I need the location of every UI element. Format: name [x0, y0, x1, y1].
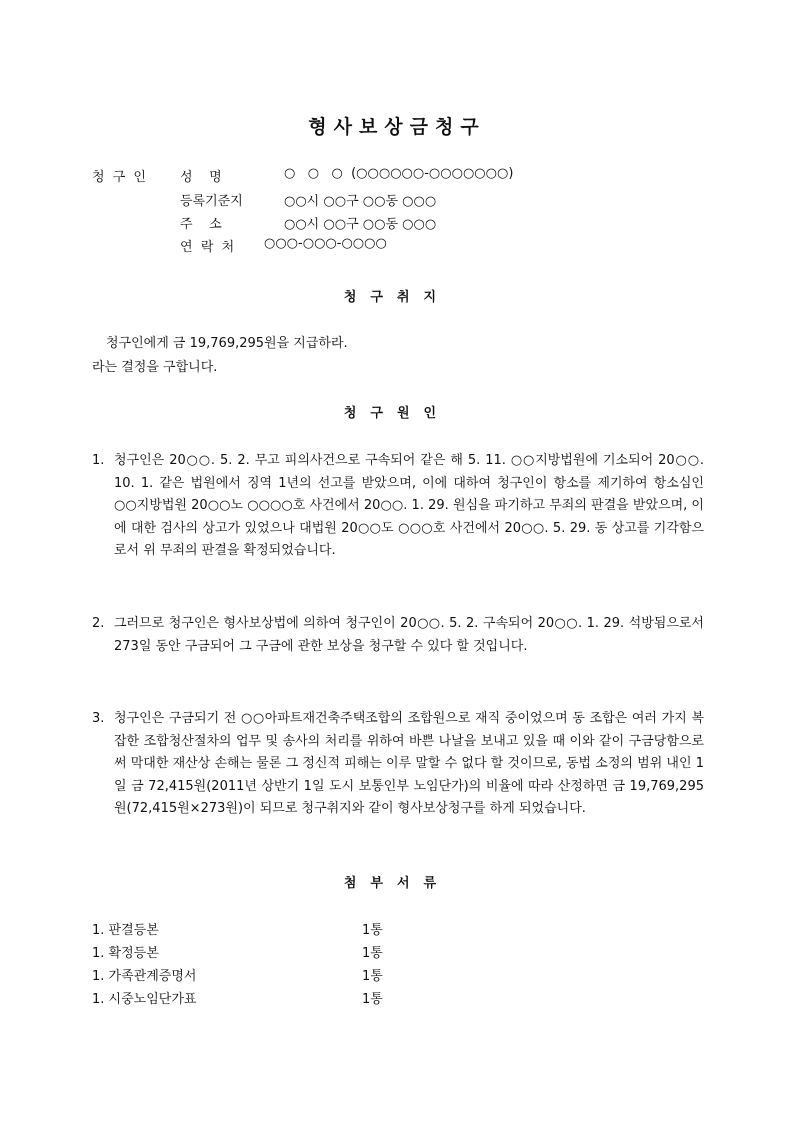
cause-item-number: 1. — [92, 453, 105, 468]
attachment-label: 가족관계증명서 — [108, 969, 197, 984]
cause-item-text: 그러므로 청구인은 형사보상법에 의하여 청구인이 20○○. 5. 2. 구속되어 20○○. 1. 29. 석방됨으로서 273일 동안 구금되어 그 구금에 관한 보상을 청구할 수 있다 할 것입니다. — [114, 616, 704, 654]
claimant-label: 청 구 인 — [92, 170, 148, 185]
registry-value: ○○시 ○○구 ○○동 ○○○ — [284, 194, 437, 209]
attachment-item — [92, 965, 412, 987]
attachment-item — [92, 942, 412, 964]
cause-item-1 — [92, 450, 704, 563]
attachment-number: 1. — [92, 946, 105, 961]
purpose-line-2: 라는 결정을 구합니다. — [92, 360, 218, 375]
cause-item-2 — [92, 613, 704, 658]
cause-item-text: 청구인은 20○○. 5. 2. 무고 피의사건으로 구속되어 같은 해 5. 11. ○○지방법원에 기소되어 20○○. 10. 1. 같은 법원에서 징역 1년의 선고를 받았으며, 이에 대하여 청구인이 항소를 제기하여 항소심인 ○○지방법원 20○○노 ○○○○호 사건에서 20○○. 1. 29. 원심을 파기하고 무죄의 판결을 받았으며, 이에 대한 검사의 상고가 있었으나 대법원 20○○도 ○○○호 사건에서 20○○. 5. 29. 동 상고를 기각함으로서 위 무죄의 판결을 확정되었습니다. — [114, 453, 704, 558]
cause-item-3 — [92, 708, 704, 821]
contact-label: 연 락 처 — [180, 240, 235, 255]
attachment-number: 1. — [92, 969, 105, 984]
attachment-number: 1. — [92, 992, 105, 1007]
attachment-qty: 1통 — [362, 923, 383, 938]
document-title: 형사보상금청구 — [308, 116, 486, 138]
purpose-line-1: 청구인에게 금 19,769,295원을 지급하라. — [106, 336, 348, 351]
address-label: 주 소 — [180, 217, 222, 232]
registry-label: 등록기준지 — [180, 194, 243, 209]
attachment-item — [92, 919, 412, 941]
cause-item-number: 3. — [92, 711, 105, 726]
attachments-heading: 첨부서류 — [343, 876, 451, 891]
cause-item-text: 청구인은 구금되기 전 ○○아파트재건축주택조합의 조합원으로 재직 중이었으며 동 조합은 여러 가지 복잡한 조합청산절차의 업무 및 송사의 처리를 위하여 바쁜 나날을 보내고 있을 때 이와 같이 구금당함으로써 막대한 재산상 손해는 물론 그 정신적 피해는 이루 말할 수 없다 할 것이므로, 동법 소정의 범위 내인 1일 금 72,415원(2011년 상반기 1일 도시 보통인부 노임단가)의 비율에 따라 산정하면 금 19,769,295원(72,415원×273원)이 되므로 청구취지와 같이 형사보상청구를 하게 되었습니다. — [114, 711, 704, 816]
attachment-item — [92, 988, 412, 1010]
attachment-label: 확정등본 — [108, 946, 159, 961]
name-label: 성 명 — [180, 170, 222, 185]
address-value: ○○시 ○○구 ○○동 ○○○ — [284, 217, 437, 232]
attachment-label: 시중노임단가표 — [108, 992, 197, 1007]
purpose-heading: 청구취지 — [343, 290, 451, 305]
attachment-label: 판결등본 — [108, 923, 159, 938]
cause-heading: 청구원인 — [343, 406, 451, 421]
attachment-qty: 1통 — [362, 992, 383, 1007]
contact-value: ○○○-○○○-○○○○ — [264, 236, 387, 251]
name-value: ○ ○ ○ (○○○○○○-○○○○○○○) — [284, 166, 514, 181]
cause-item-number: 2. — [92, 616, 105, 631]
attachment-qty: 1통 — [362, 969, 383, 984]
attachment-qty: 1통 — [362, 946, 383, 961]
attachment-number: 1. — [92, 923, 105, 938]
